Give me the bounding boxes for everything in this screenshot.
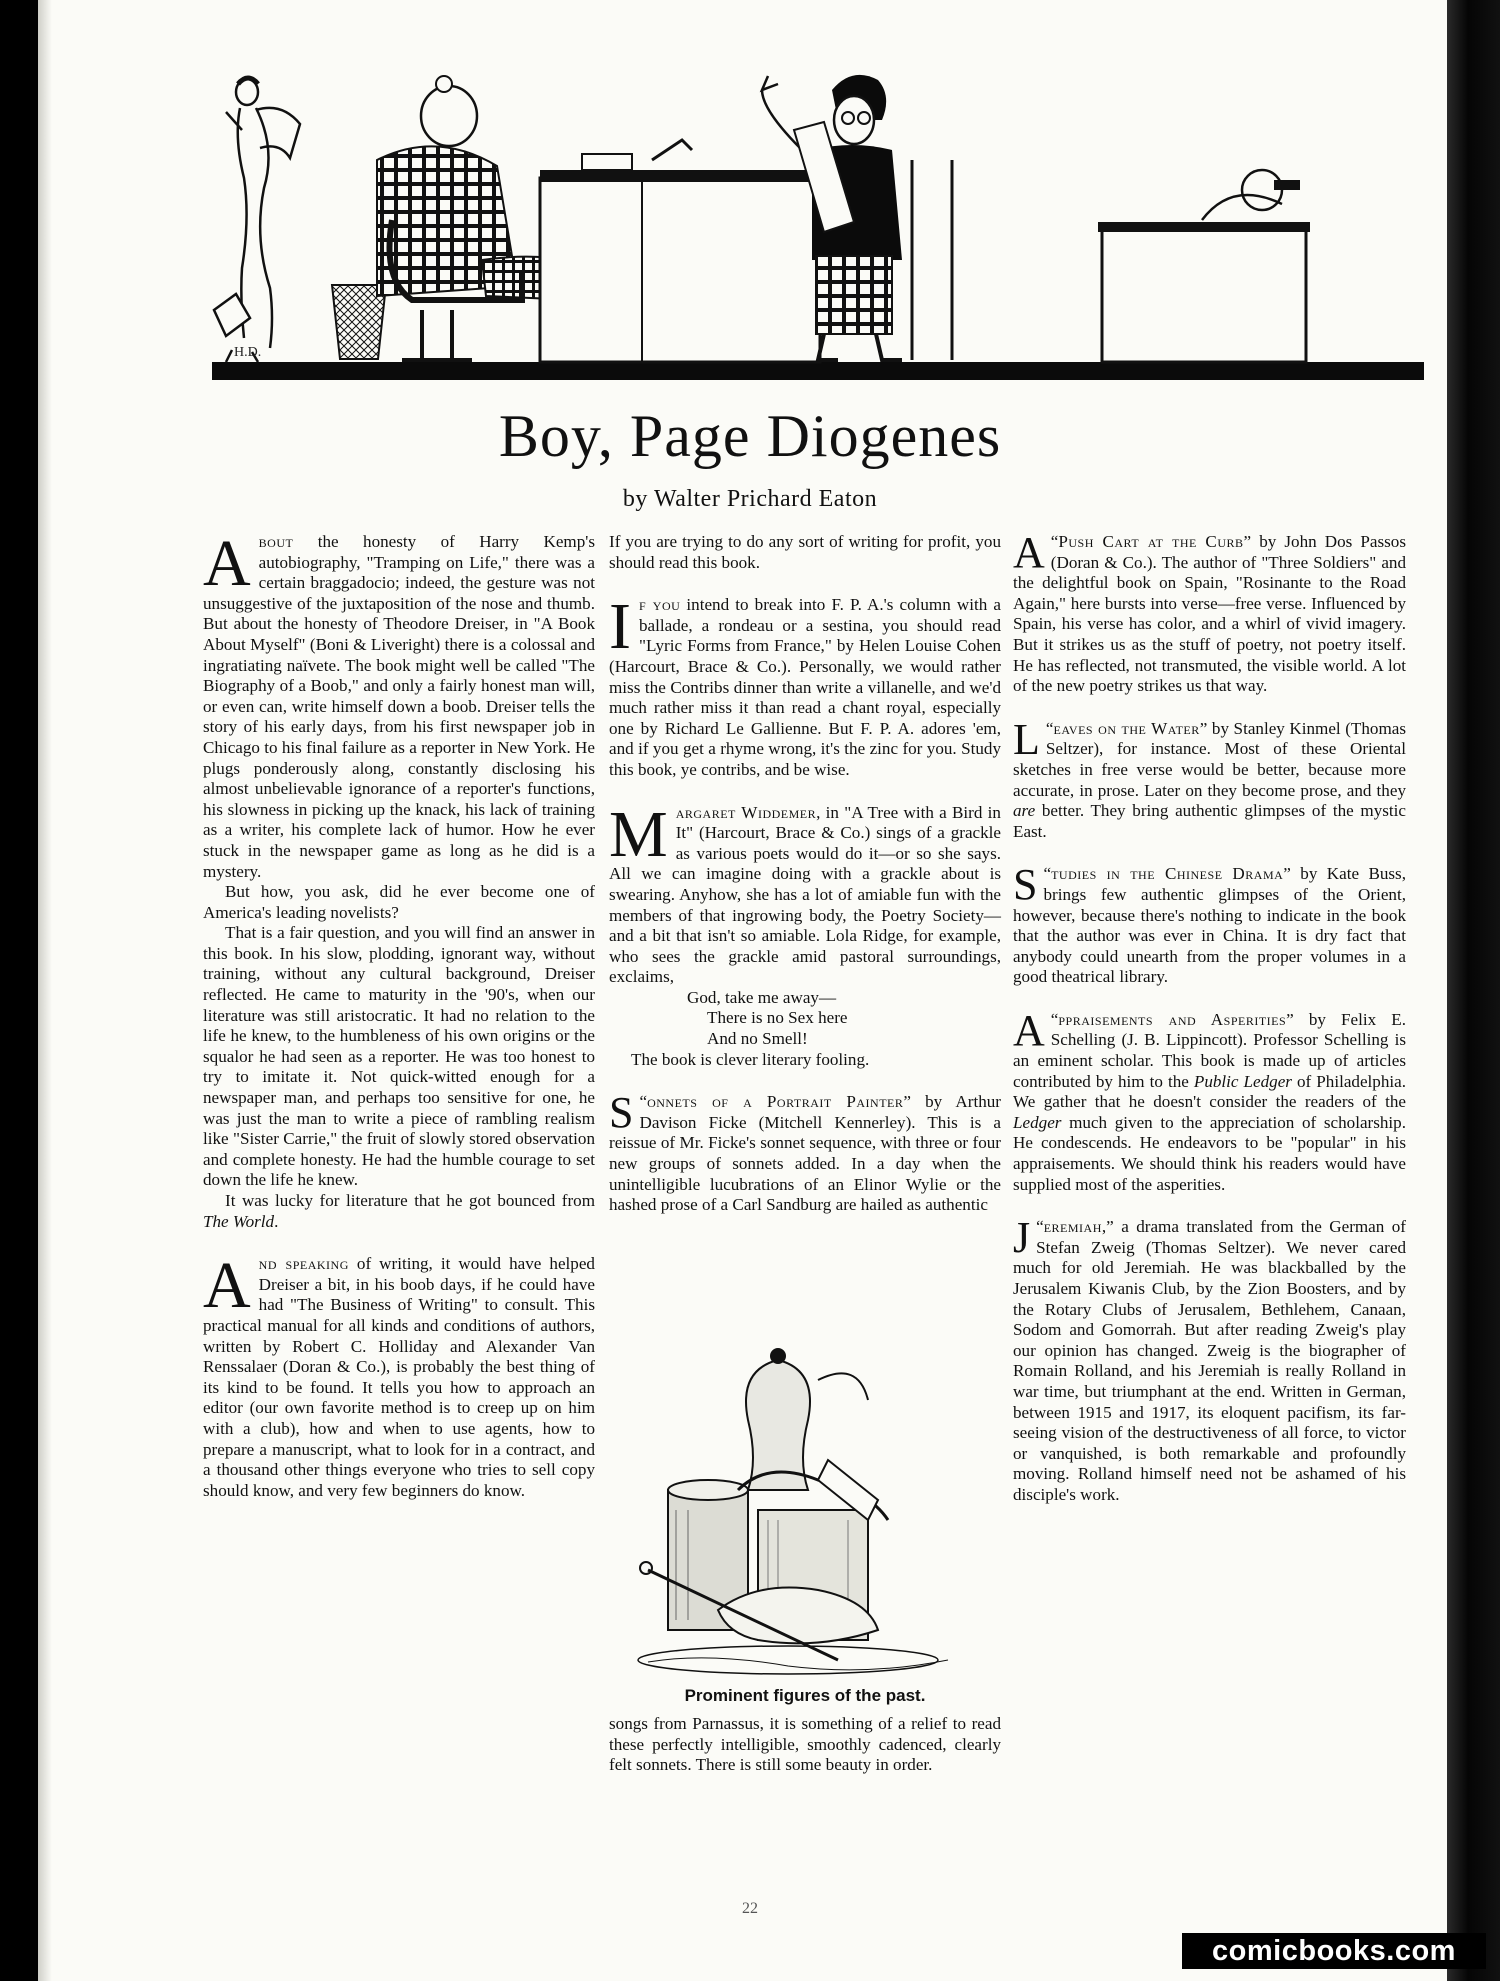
paragraph-push-cart: “ A Push Cart at the Curb” by John Dos Passos (Doran & Co.). The author of "Three Soldiers" and the delightful book on Spain, "Rosinante to the Road Again," here bursts into verse—free verse. Influenced by Spain, his verse has color, and a whirl of vivid imagery. But it strikes us as the stuff of poetry, not poetry itself. He has reflected, not transmuted, the visible world. A lot of the new poetry strikes us that way.	[1013, 528, 1406, 696]
drop-cap: A	[1013, 1005, 1045, 1055]
drop-cap: A	[203, 527, 251, 600]
paragraph-chinese-drama: “ S tudies in the Chinese Drama” by Kate Buss, brings few authentic glimpses of the Orient, however, because there's nothing to indicate in the book that the author was ever in China. It is dry fact that anybody could unearth from the proper volumes in a good theatrical library.	[1013, 860, 1406, 987]
poem-quote: God, take me away— There is no Sex here And no Smell!	[687, 987, 848, 1049]
desk	[540, 140, 830, 362]
paragraph-widdemer: Margaret Widdemer, in "A Tree with a Bird in It" (Harcourt, Brace & Co.) sings of a grackle as various poets would do it—or so she says. All we can imagine doing with a grackle about is swearing. Anyhow, she has a lot of amiable fun with the members of that ingrowing body, the Poetry Society—and a bit that isn't so amiable. Lola Ridge, for example, who sees the grackle amid pastoral surroundings, exclaims,	[609, 797, 1001, 987]
paragraph-leaves: “ L eaves on the Water” by Stanley Kinmel (Thomas Seltzer), for instance. Most of these Oriental sketches in free verse would be better, because more accurate, in prose. Later on they become prose, and they are better. They bring authentic glimpses of the mystic East.	[1013, 714, 1406, 841]
text-column-2	[609, 532, 1001, 1216]
page-binding-shadow	[38, 0, 52, 1981]
paragraph: It was lucky for literature that he got bounced from The World.	[203, 1191, 595, 1231]
paragraph: songs from Parnassus, it is something of a relief to read these perfectly intelligible, smoothly cadenced, clearly felt sonnets. There is still some beauty in order.	[609, 1714, 1001, 1775]
paragraph-jeremiah: “ J eremiah,” a drama translated from the German of Stefan Zweig (Thomas Seltzer). We never cared much for old Jeremiah. He was blackballed by the Jerusalem Kiwanis Club, by the Zion Boosters, and by the Rotary Clubs of Jerusalem, Bethlehem, Canaan, Sodom and Gomorrah. But after reading Zweig's play our opinion has changed. Zweig is the biographer of Romain Rolland, and his Jeremiah is really Rolland in war time, but triumphant at the end. Written in German, between 1915 and 1917, its eloquent pacifism, its far-seeing vision of the destructiveness of all force, to victor or vanquished, is both remarkable and profoundly moving. Rolland himself need not be ashamed of his disciple's work.	[1013, 1213, 1406, 1504]
small-desk-figure	[1098, 170, 1310, 362]
paragraph: But how, you ask, did he ever become one of America's leading novelists?	[203, 882, 595, 922]
drop-cap: M	[609, 797, 668, 871]
text-column-1	[203, 527, 595, 1501]
site-watermark: comicbooks.com	[1182, 1933, 1486, 1969]
drop-cap: S	[1013, 860, 1038, 910]
drop-cap: A	[203, 1249, 251, 1323]
prominent-figures-illustration	[628, 1340, 973, 1680]
woman-figure	[214, 78, 300, 362]
drop-cap: L	[1013, 714, 1040, 764]
artist-signature: H.D.	[234, 345, 262, 360]
paragraph-dreiser: About the honesty of Harry Kemp's autobiography, "Tramping on Life," there was a certain braggadocio; indeed, the gesture was not unsuggestive of the juxtaposition of the nose and thumb. But about the honesty of Theodore Dreiser, in "A Book About Myself" (Boni & Liveright) there is a colossal and ingratiating naïvete. The book might well be called "The Biography of a Boob," and only a fairly honest man will, or even can, write himself down a boob. Dreiser tells the story of his early days, from his first newspaper job in Chicago to his final failure as a reporter in New York. He plugs ponderously along, constantly disclosing his almost unbelievable ignorance of a reporter's functions, his slowness in picking up the knack, his lack of training as a writer, his complete lack of humor. How he ever stuck in the newspaper game as long as he did is a mystery.	[203, 527, 595, 881]
header-illustration	[212, 70, 1424, 380]
drop-cap: S	[609, 1088, 634, 1138]
drop-cap: A	[1013, 528, 1045, 577]
paragraph-business-of-writing: And speaking of writing, it would have helped Dreiser a bit, in his boob days, if he could have had "The Business of Writing" to consult. This practical manual for all kinds and conditions of authors, written by Robert C. Holliday and Alexander Van Renssalaer (Doran & Co.), is probably the best thing of its kind to be found. It tells you how to approach an editor (our own favorite method is to creep up on him with a club), how and when to use agents, how to prepare a manuscript, what to look for in a contract, and a thousand other things everyone who tries to sell copy should know, and very few beginners do know.	[203, 1249, 595, 1500]
paragraph: The book is clever literary fooling.	[631, 1049, 870, 1069]
paragraph: If you are trying to do any sort of writing for profit, you should read this book.	[609, 532, 1001, 572]
page-number: 22	[742, 1900, 758, 1917]
article-title: Boy, Page Diogenes	[498, 403, 1002, 469]
illustration-caption: Prominent figures of the past.	[684, 1686, 926, 1705]
paragraph: That is a fair question, and you will find an answer in this book. In his slow, plodding, ignorant way, without training, without any cultural background, Dreiser reflected. He came to maturity in the '90's, when our literature was still aristocratic. It had no relation to the life he knew, to the humbleness of his own origins or the squalor he had seen as a reporter. He was too honest to try to imitate it. Not quick-witted enough for a newspaper man, and perhaps too sensitive for one, he was just the man to write a piece of rambling realism like "Sister Carrie," the fruit of slowly stored observation and complete honesty. He had the humble courage to set down the life he knew.	[203, 923, 595, 1190]
text-column-3	[1013, 528, 1406, 1506]
article-byline: by Walter Prichard Eaton	[622, 486, 878, 512]
drop-cap: I	[609, 590, 631, 664]
paragraph-sonnets: “ S onnets of a Portrait Painter” by Arthur Davison Ficke (Mitchell Kennerley). This is a reissue of Mr. Ficke's sonnet sequence, with three or four new groups of sonnets added. In a day when the unintelligible lucubrations of an Elinor Wylie or the hashed prose of a Carl Sandburg are hailed as authentic	[609, 1088, 1001, 1215]
drop-cap: J	[1013, 1213, 1031, 1263]
paragraph-lyric-forms: If you intend to break into F. P. A.'s column with a ballade, a rondeau or a sestina, you should read "Lyric Forms from France," by Helen Louise Cohen (Harcourt, Brace & Co.). Personally, we would rather miss the Contribs dinner than write a villanelle, and we'd much rather miss it than read a chant royal, especially one by Richard Le Gallienne. But F. P. A. adores 'em, and if you get a rhyme wrong, it's the zinc for you. Study this book, ye contribs, and be wise.	[609, 590, 1001, 779]
page-edge-dark	[1447, 0, 1500, 1981]
paragraph-appraisements: “ A ppraisements and Asperities” by Felix E. Schelling (J. B. Lippincott). Professor Schelling is an eminent scholar. This book is made up of articles contributed by him to the Public Ledger of Philadelphia. We gather that he doesn't consider the readers of the Ledger much given to the appreciation of scholarship. He condescends. He endeavors to be "popular" in his appraisements. We should think his readers would have supplied most of the asperities.	[1013, 1005, 1406, 1194]
